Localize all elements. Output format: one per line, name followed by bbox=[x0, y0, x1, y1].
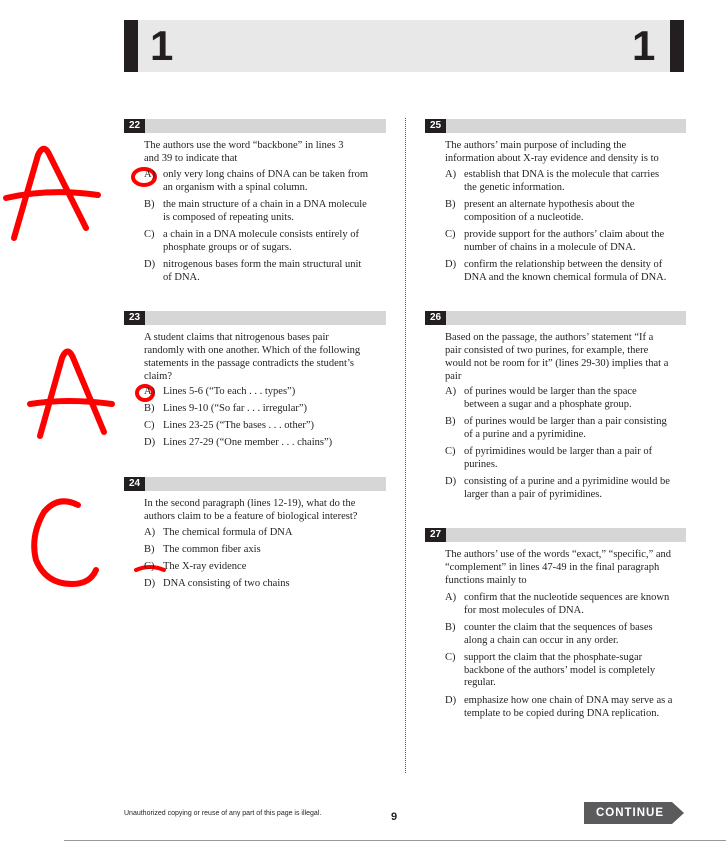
answer-choice-d[interactable] bbox=[445, 695, 686, 720]
header-left-marker bbox=[124, 20, 138, 72]
choice-letter: A) bbox=[144, 169, 156, 180]
answer-choice-c[interactable] bbox=[144, 561, 386, 574]
choice-text-line: the genetic information. bbox=[464, 181, 565, 193]
question-number: 23 bbox=[124, 311, 145, 325]
handwritten-letter-a-q23 bbox=[30, 351, 112, 436]
choice-text-line: along a chain can occur in any order. bbox=[464, 634, 619, 646]
answer-choice-b[interactable] bbox=[445, 199, 686, 224]
answer-choice-b[interactable] bbox=[144, 403, 386, 416]
choice-letter: B) bbox=[445, 199, 456, 210]
choice-letter: D) bbox=[445, 259, 457, 270]
choice-letter: C) bbox=[144, 561, 155, 572]
answer-choice-c[interactable] bbox=[445, 229, 686, 254]
question-stem-line: randomly with one another. Which of the following bbox=[144, 345, 361, 356]
choice-text-line: the main structure of a chain in a DNA molecule bbox=[163, 199, 367, 210]
choice-text-line: is composed of repeating units. bbox=[163, 211, 294, 223]
choice-letter: A) bbox=[445, 169, 457, 180]
question-number: 22 bbox=[124, 119, 145, 133]
question-header-bar bbox=[425, 528, 686, 542]
choice-letter: D) bbox=[445, 476, 457, 487]
page-number: 9 bbox=[391, 811, 398, 823]
bottom-rule bbox=[64, 840, 726, 841]
answer-choice-a[interactable] bbox=[445, 169, 686, 194]
choice-text-line: an organism with a spinal column. bbox=[163, 181, 308, 193]
choice-text-line: of a purine and a pyrimidine. bbox=[464, 428, 586, 440]
choice-text-line: DNA consisting of two chains bbox=[163, 578, 290, 589]
answer-choice-b[interactable] bbox=[445, 622, 686, 647]
choice-letter: B) bbox=[144, 199, 155, 210]
question-header-bar bbox=[124, 119, 386, 133]
choice-letter: A) bbox=[144, 386, 156, 397]
question-stem-line: Based on the passage, the authors’ statement “If a bbox=[445, 332, 654, 343]
choice-letter: A) bbox=[445, 386, 457, 397]
section-header-bar bbox=[124, 20, 684, 72]
choice-text-line: support the claim that the phosphate-sugar bbox=[464, 652, 643, 663]
answer-choice-d[interactable] bbox=[144, 259, 386, 284]
question-stem-line: functions mainly to bbox=[445, 575, 527, 586]
answer-choice-b[interactable] bbox=[445, 416, 686, 441]
choice-letter: B) bbox=[144, 544, 155, 555]
section-number-right: 1 bbox=[632, 22, 656, 69]
choice-text-line: establish that DNA is the molecule that carries bbox=[464, 169, 660, 180]
question-stem-line: In the second paragraph (lines 12-19), what do the bbox=[144, 498, 356, 509]
choice-letter: D) bbox=[144, 259, 156, 270]
choice-text-line: regular. bbox=[464, 677, 496, 688]
question-stem-line: A student claims that nitrogenous bases pair bbox=[144, 332, 329, 343]
answer-choice-d[interactable] bbox=[445, 476, 686, 501]
choice-letter: A) bbox=[445, 592, 457, 603]
question-stem-line: claim? bbox=[144, 371, 172, 382]
choice-letter: C) bbox=[445, 446, 456, 457]
question-stem-line: pair consisted of two purines, for example, there bbox=[445, 345, 649, 356]
question-stem-line: would not be room for it” (lines 29-30) implies that a bbox=[445, 358, 669, 369]
choice-text-line: between a sugar and a phosphate group. bbox=[464, 398, 632, 410]
answer-choice-c[interactable] bbox=[144, 420, 386, 433]
choice-text-line: composition of a nucleotide. bbox=[464, 211, 584, 223]
question-header-bar bbox=[124, 477, 386, 491]
choice-text-line: number of chains in a molecule of DNA. bbox=[464, 241, 636, 253]
answer-choice-a[interactable] bbox=[445, 386, 686, 411]
choice-text-line: emphasize how one chain of DNA may serve as a bbox=[464, 695, 673, 706]
choice-text-line: purines. bbox=[464, 458, 498, 470]
copyright-notice: Unauthorized copying or reuse of any part of this page is illegal. bbox=[124, 810, 322, 817]
answer-choice-a[interactable] bbox=[445, 592, 686, 617]
choice-letter: C) bbox=[445, 652, 456, 663]
choice-text-line: The common fiber axis bbox=[163, 544, 261, 555]
question-stem-line: pair bbox=[445, 371, 462, 382]
question-number: 24 bbox=[124, 477, 145, 491]
choice-text-line: phosphate groups or of sugars. bbox=[163, 241, 292, 253]
choice-text-line: provide support for the authors’ claim about the bbox=[464, 229, 665, 240]
choice-text-line: of DNA. bbox=[163, 271, 200, 283]
choice-text-line: The chemical formula of DNA bbox=[163, 527, 293, 538]
choice-text-line: confirm the relationship between the density of bbox=[464, 259, 663, 270]
choice-text-line: Lines 27-29 (“One member . . . chains”) bbox=[163, 437, 333, 448]
choice-letter: D) bbox=[445, 695, 457, 706]
choice-letter: C) bbox=[144, 420, 155, 431]
choice-text-line: a chain in a DNA molecule consists entirely of bbox=[163, 229, 359, 240]
choice-text-line: of purines would be larger than a pair consisting bbox=[464, 416, 667, 427]
section-number-left: 1 bbox=[150, 22, 174, 69]
choice-text-line: present an alternate hypothesis about the bbox=[464, 199, 635, 210]
question-header-bar bbox=[124, 311, 386, 325]
answer-choice-b[interactable] bbox=[144, 544, 386, 557]
choice-text-line: of purines would be larger than the space bbox=[464, 386, 637, 397]
question-number: 26 bbox=[425, 311, 446, 325]
choice-text-line: only very long chains of DNA can be taken from bbox=[163, 169, 368, 180]
answer-choice-a[interactable] bbox=[144, 527, 386, 540]
question-stem-line: information about X-ray evidence and density is to bbox=[445, 153, 659, 164]
question-header-bar bbox=[425, 119, 686, 133]
header-right-marker bbox=[670, 20, 684, 72]
choice-text-line: template to be copied during DNA replication. bbox=[464, 707, 660, 719]
choice-text-line: Lines 5-6 (“To each . . . types”) bbox=[163, 386, 296, 397]
choice-text-line: larger than a pair of pyrimidines. bbox=[464, 488, 603, 500]
choice-letter: C) bbox=[144, 229, 155, 240]
question-number: 27 bbox=[425, 528, 446, 542]
question-stem-line: “complement” in lines 47-49 in the final paragraph bbox=[445, 562, 660, 573]
choice-text-line: DNA and the known chemical formula of DNA. bbox=[464, 271, 667, 283]
choice-text-line: confirm that the nucleotide sequences are known bbox=[464, 592, 670, 603]
handwritten-letter-a-q22 bbox=[6, 149, 98, 238]
question-stem-line: The authors’ use of the words “exact,” “specific,” and bbox=[445, 549, 672, 560]
answer-choice-a[interactable] bbox=[144, 386, 386, 399]
handwritten-letter-c-q24 bbox=[34, 501, 96, 584]
choice-letter: B) bbox=[445, 416, 456, 427]
choice-text-line: Lines 9-10 (“So far . . . irregular”) bbox=[163, 403, 308, 414]
question-stem-line: authors claim to be a feature of biological interest? bbox=[144, 511, 358, 522]
question-stem-line: and 39 to indicate that bbox=[144, 153, 238, 164]
question-stem-line: statements in the passage contradicts the student’s bbox=[144, 358, 354, 369]
answer-choice-d[interactable] bbox=[144, 437, 386, 450]
answer-choice-b[interactable] bbox=[144, 199, 386, 224]
choice-text-line: consisting of a purine and a pyrimidine would be bbox=[464, 476, 670, 487]
continue-button-label: CONTINUE bbox=[595, 807, 665, 819]
choice-letter: A) bbox=[144, 527, 156, 538]
answer-choice-c[interactable] bbox=[144, 229, 386, 254]
choice-text-line: The X-ray evidence bbox=[163, 561, 247, 572]
question-number: 25 bbox=[425, 119, 446, 133]
answer-choice-d[interactable] bbox=[445, 259, 686, 284]
choice-text-line: nitrogenous bases form the main structural unit bbox=[163, 259, 362, 270]
answer-choice-a[interactable] bbox=[144, 169, 386, 194]
choice-text-line: for most molecules of DNA. bbox=[464, 604, 584, 616]
choice-letter: D) bbox=[144, 437, 156, 448]
choice-text-line: of pyrimidines would be larger than a pair of bbox=[464, 446, 653, 457]
question-header-bar bbox=[425, 311, 686, 325]
answer-choice-c[interactable] bbox=[445, 652, 686, 690]
choice-letter: C) bbox=[445, 229, 456, 240]
choice-text-line: backbone of the authors’ model is completely bbox=[464, 664, 656, 676]
question-stem-line: The authors use the word “backbone” in lines 3 bbox=[144, 140, 344, 151]
choice-letter: B) bbox=[144, 403, 155, 414]
continue-button[interactable] bbox=[584, 802, 684, 824]
answer-choice-d[interactable] bbox=[144, 578, 386, 591]
answer-choice-c[interactable] bbox=[445, 446, 686, 471]
choice-text-line: counter the claim that the sequences of bases bbox=[464, 622, 653, 633]
choice-letter: D) bbox=[144, 578, 156, 589]
question-stem-line: The authors’ main purpose of including the bbox=[445, 140, 627, 151]
column-divider bbox=[405, 118, 406, 773]
choice-text-line: Lines 23-25 (“The bases . . . other”) bbox=[163, 420, 315, 431]
choice-letter: B) bbox=[445, 622, 456, 633]
